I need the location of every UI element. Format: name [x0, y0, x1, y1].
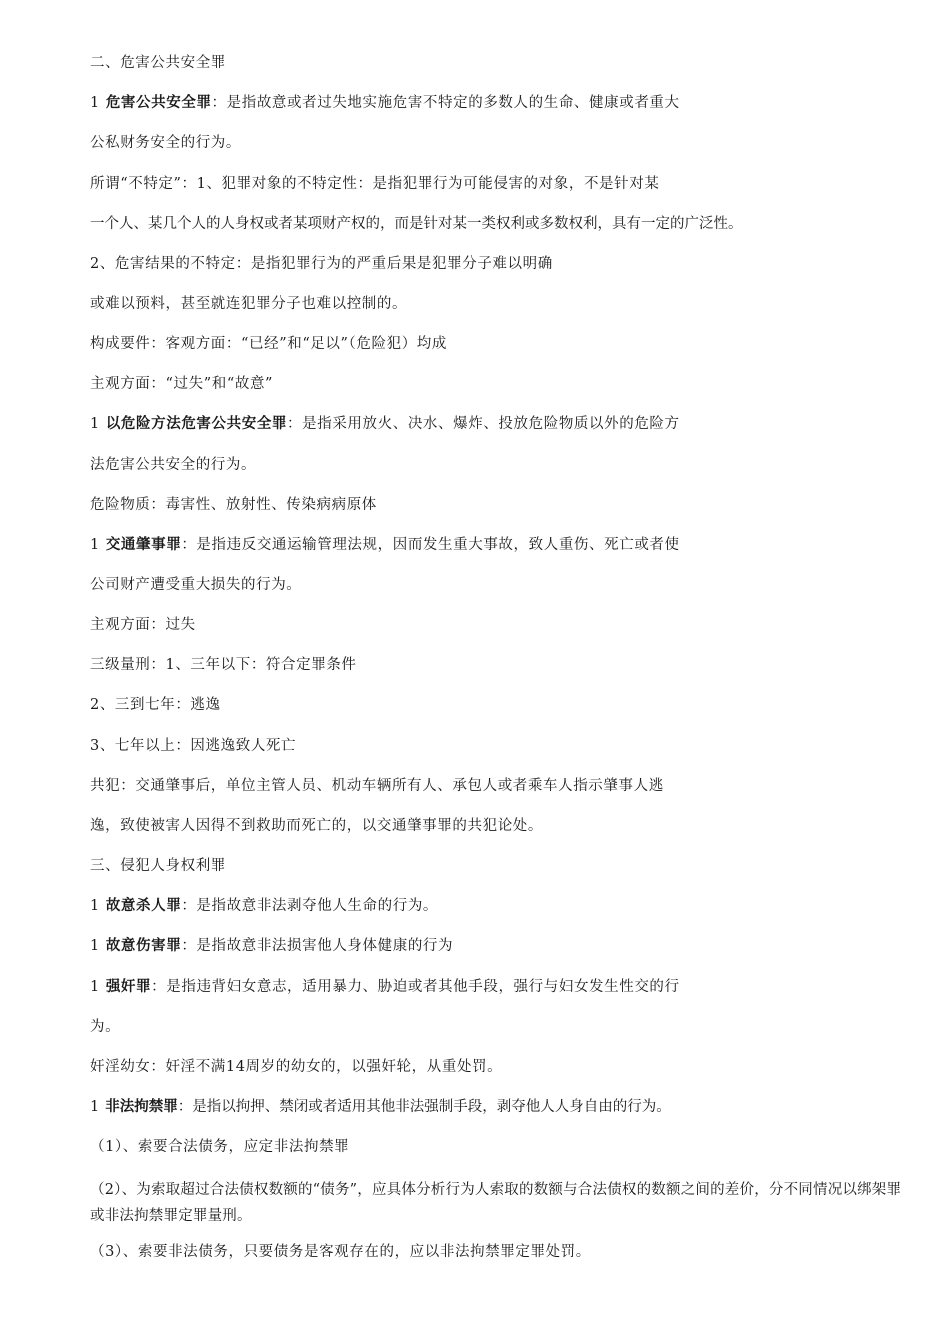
section-heading: 二、危害公共安全罪 [90, 55, 226, 71]
definition-line [90, 414, 680, 434]
list-marker: 1 [90, 979, 100, 995]
crime-term: 故意杀人罪 [105, 897, 182, 914]
list-item: （3）、索要非法债务，只要债务是客观存在的，应以非法拘禁罪定罪处罚。 [90, 1244, 591, 1260]
definition-line [90, 896, 438, 916]
crime-term: 危害公共安全罪 [105, 94, 212, 111]
definition-text: ：是指违背妇女意志，适用暴力、胁迫或者其他手段，强行与妇女发生性交的行 [151, 979, 680, 995]
list-marker: 1 [90, 537, 100, 553]
crime-term: 非法拘禁罪 [105, 1098, 178, 1115]
definition-line [90, 93, 680, 113]
definition-text: ：是指以拘押、禁闭或者适用其他非法强制手段，剥夺他人人身自由的行为。 [177, 1099, 671, 1115]
definition-text: ：是指故意或者过失地实施危害不特定的多数人的生命、健康或者重大 [211, 95, 680, 111]
text-line: 公司财产遭受重大损失的行为。 [90, 577, 302, 593]
text-line: 奸淫幼女：奸淫不满14周岁的幼女的，以强奸轮，从重处罚。 [90, 1059, 503, 1075]
text-line: 公私财务安全的行为。 [90, 135, 241, 151]
text-line: 主观方面：过失 [90, 617, 196, 633]
text-line: 逸，致使被害人因得不到救助而死亡的，以交通肇事罪的共犯论处。 [90, 818, 543, 834]
list-marker: 1 [90, 416, 100, 432]
list-marker: 1 [90, 938, 100, 954]
definition-line [90, 936, 453, 956]
definition-text: ：是指故意非法损害他人身体健康的行为 [181, 938, 454, 954]
text-line: 3、七年以上：因逃逸致人死亡 [90, 738, 297, 754]
definition-line [90, 1097, 671, 1117]
text-line: 2、三到七年：逃逸 [90, 697, 221, 713]
definition-text: ：是指故意非法剥夺他人生命的行为。 [181, 898, 439, 914]
definition-text: ：是指违反交通运输管理法规，因而发生重大事故，致人重伤、死亡或者使 [181, 537, 680, 553]
section-heading: 三、侵犯人身权利罪 [90, 858, 226, 874]
text-line: 三级量刑：1、三年以下：符合定罪条件 [90, 657, 357, 673]
text-line: 为。 [90, 1019, 121, 1035]
text-line: 主观方面：“过失”和“故意” [90, 376, 274, 392]
crime-term: 以危险方法危害公共安全罪 [105, 415, 288, 432]
crime-term: 交通肇事罪 [105, 536, 182, 553]
list-item: （2）、为索取超过合法债权数额的“债务”，应具体分析行为人索取的数额与合法债权的数额之间的差价，分不同情况以绑架罪或非法拘禁罪定罪量刑。 [90, 1182, 902, 1224]
definition-text: ：是指采用放火、决水、爆炸、投放危险物质以外的危险方 [287, 416, 680, 432]
definition-line [90, 977, 680, 997]
list-item: （1）、索要合法债务，应定非法拘禁罪 [90, 1139, 350, 1155]
crime-term: 故意伤害罪 [105, 937, 182, 954]
text-line: 构成要件：客观方面：“已经”和“足以”（危险犯）均成 [90, 336, 447, 352]
definition-line [90, 535, 680, 555]
text-line: 所谓“不特定”：1、犯罪对象的不特定性：是指犯罪行为可能侵害的对象，不是针对某 [90, 176, 660, 192]
text-line: 危险物质：毒害性、放射性、传染病病原体 [90, 497, 377, 513]
text-line: 一个人、某几个人的人身权或者某项财产权的，而是针对某一类权利或多数权利，具有一定的广泛性。 [90, 216, 743, 232]
list-marker: 1 [90, 1099, 100, 1115]
text-line: 2、危害结果的不特定：是指犯罪行为的严重后果是犯罪分子难以明确 [90, 256, 553, 272]
crime-term: 强奸罪 [105, 978, 152, 995]
text-line: 法危害公共安全的行为。 [90, 457, 257, 473]
text-line: 或难以预料，甚至就连犯罪分子也难以控制的。 [90, 296, 408, 312]
text-line: 共犯：交通肇事后，单位主管人员、机动车辆所有人、承包人或者乘车人指示肇事人逃 [90, 778, 664, 794]
list-marker: 1 [90, 95, 100, 111]
list-marker: 1 [90, 898, 100, 914]
